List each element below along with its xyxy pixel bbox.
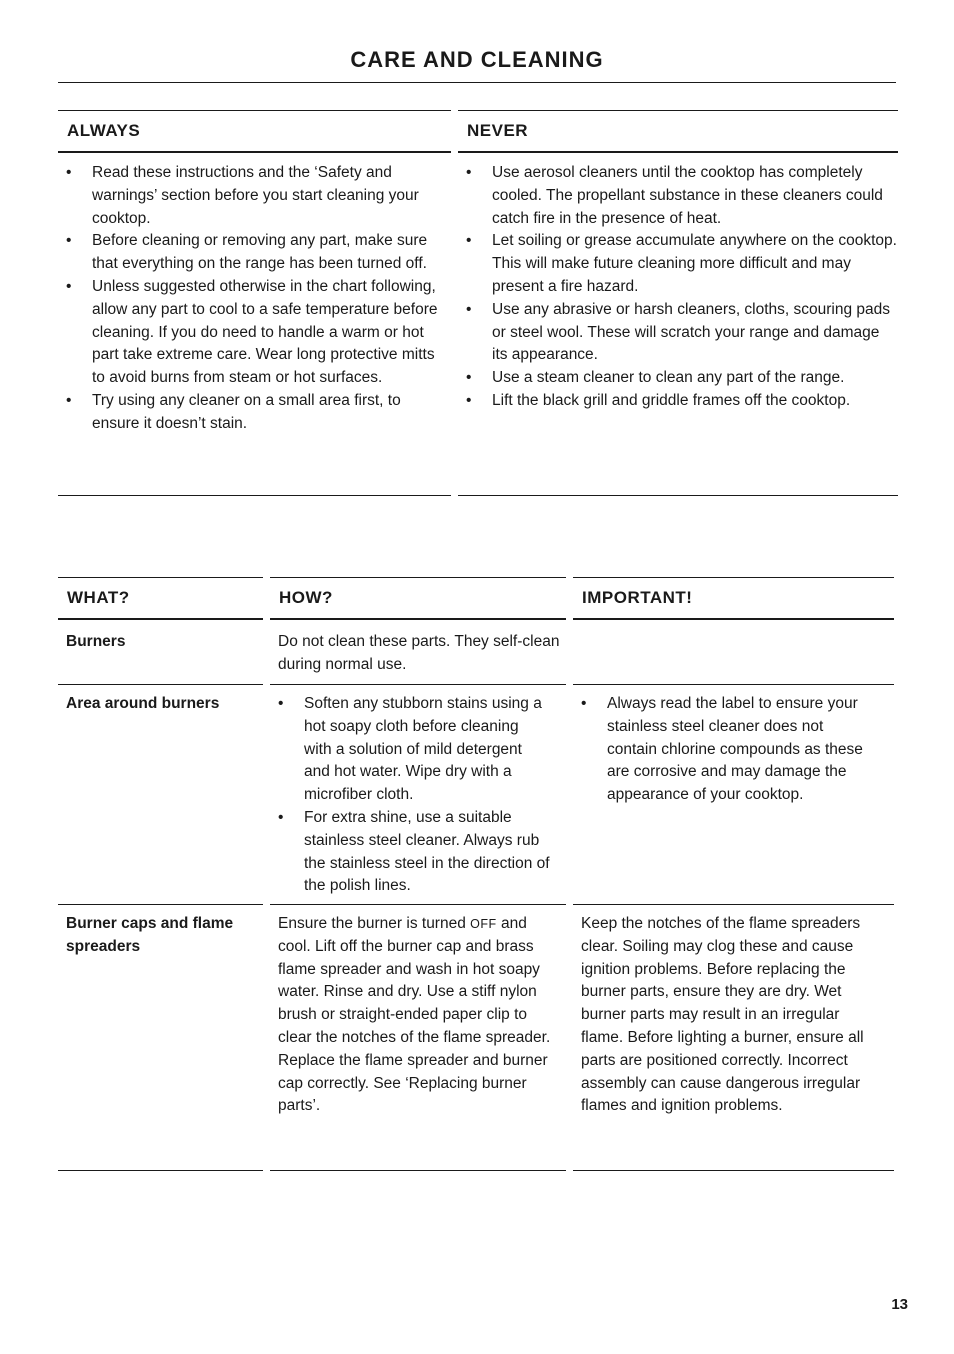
list-item: • Read these instructions and the ‘Safety and warnings’ section before you start cleaning your cooktop. bbox=[58, 162, 451, 230]
list-item: • Soften any stubborn stains using a hot soapy cloth before cleaning with a solution of mild detergent and hot water. Wipe dry with a microfiber cloth. bbox=[270, 693, 550, 807]
table-header-important bbox=[573, 577, 894, 620]
important-heading: IMPORTANT! bbox=[573, 577, 894, 620]
title-divider bbox=[58, 82, 896, 83]
off-label: OFF bbox=[470, 917, 497, 931]
area-how-list bbox=[270, 693, 550, 898]
list-item: • For extra shine, use a suitable stainless steel cleaner. Always rub the stainless steel in the direction of the polish lines. bbox=[270, 807, 550, 898]
caps-how-text-start: Ensure the burner is turned bbox=[278, 915, 466, 932]
list-item: • Use any abrasive or harsh cleaners, cloths, scouring pads or steel wool. These will scratch your range and damage its appearance. bbox=[458, 299, 898, 367]
row-divider bbox=[270, 684, 566, 685]
never-section bbox=[458, 110, 898, 413]
never-bottom-rule bbox=[458, 495, 898, 496]
row-area-what: Area around burners bbox=[66, 695, 220, 712]
row-caps-how bbox=[270, 913, 562, 1118]
always-section bbox=[58, 110, 451, 436]
list-item: • Always read the label to ensure your stainless steel cleaner does not contain chlorine compounds as these are corrosive and may damage the appearance of your cooktop. bbox=[573, 693, 863, 807]
list-item: • Use aerosol cleaners until the cooktop has completely cooled. The propellant substance in these cleaners could catch fire in the presence of heat. bbox=[458, 162, 898, 230]
list-item: • Unless suggested otherwise in the chart following, allow any part to cool to a safe temperature before cleaning. If you do need to handle a warm or hot part take extreme care. Wear long protective mitts to avoid burns from steam or hot surfaces. bbox=[58, 276, 451, 390]
list-item: • Try using any cleaner on a small area first, to ensure it doesn’t stain. bbox=[58, 390, 451, 436]
never-list bbox=[458, 162, 898, 413]
area-important-list bbox=[573, 693, 863, 807]
list-item: • Use a steam cleaner to clean any part of the range. bbox=[458, 367, 898, 390]
list-item: • Before cleaning or removing any part, make sure that everything on the range has been turned off. bbox=[58, 230, 451, 276]
never-heading: NEVER bbox=[458, 110, 898, 153]
row-divider bbox=[58, 684, 263, 685]
row-burners-how: Do not clean these parts. They self-clean during normal use. bbox=[278, 633, 560, 673]
row-divider bbox=[58, 1170, 263, 1171]
row-area-important bbox=[573, 693, 863, 807]
caps-how-text-end: and cool. Lift off the burner cap and brass flame spreader and wash in hot soapy water. Rinse and dry. Use a stiff nylon brush or straight-ended paper clip to clear the notches of the flame spreader. Replace the flame spreader and burner cap correctly. See ‘Replacing burner parts’. bbox=[278, 915, 551, 1115]
always-heading: ALWAYS bbox=[58, 110, 451, 153]
always-list bbox=[58, 162, 451, 436]
row-divider bbox=[270, 904, 566, 905]
page-title: CARE AND CLEANING bbox=[350, 47, 604, 72]
table-header-what bbox=[58, 577, 263, 620]
how-heading: HOW? bbox=[270, 577, 566, 620]
row-divider bbox=[573, 1170, 894, 1171]
row-divider bbox=[58, 904, 263, 905]
table-header-how bbox=[270, 577, 566, 620]
list-item: • Let soiling or grease accumulate anywhere on the cooktop. This will make future cleaning more difficult and may present a fire hazard. bbox=[458, 230, 898, 298]
list-item: • Lift the black grill and griddle frames off the cooktop. bbox=[458, 390, 898, 413]
row-divider bbox=[573, 904, 894, 905]
row-area-how bbox=[270, 693, 550, 898]
row-burners-what: Burners bbox=[66, 633, 126, 650]
row-caps-what: Burner caps and flame spreaders bbox=[66, 915, 234, 955]
what-heading: WHAT? bbox=[58, 577, 263, 620]
page-number: 13 bbox=[891, 1296, 908, 1313]
row-divider bbox=[573, 684, 894, 685]
always-bottom-rule bbox=[58, 495, 451, 496]
row-divider bbox=[270, 1170, 566, 1171]
row-caps-important: Keep the notches of the flame spreaders clear. Soiling may clog these and cause ignition problems. Before replacing the burner parts, ensure they are dry. Wet burner parts may result in an irregular flame. Before lighting a burner, ensure all parts are positioned correctly. Incorrect assembly can cause dangerous irregular flames and ignition problems. bbox=[581, 915, 864, 1115]
